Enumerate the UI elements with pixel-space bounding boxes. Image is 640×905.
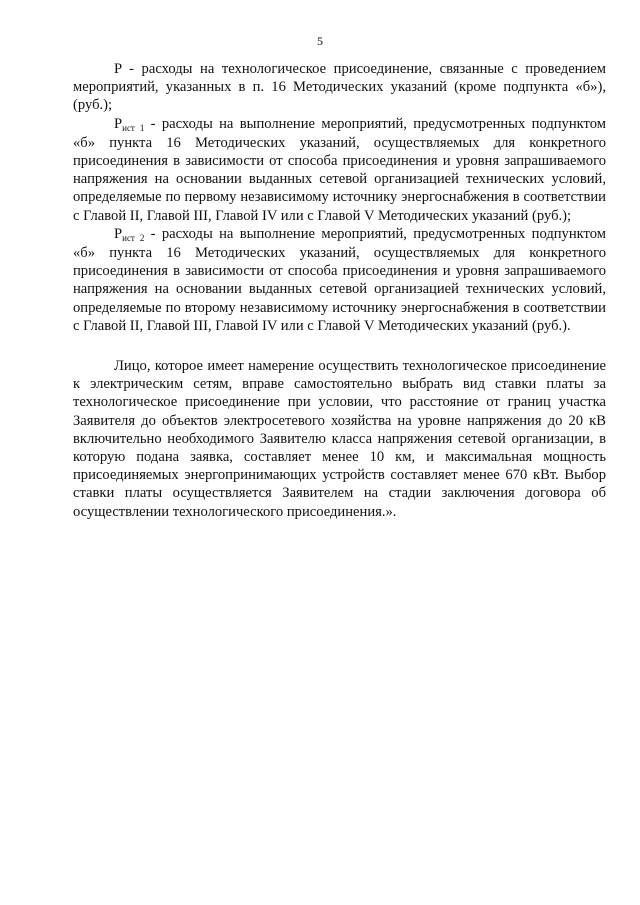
applicant-choice-paragraph: Лицо, которое имеет намерение осуществить технологическое присоединение к электрическим сетям, вправе самостоятельно выбрать вид ставки платы за технологическое присоединение при условии, что расстояние от границ участка Заявителя до объектов электросетевого хозяйства на уровне напряжения до 20 кВ включительно необходимого Заявителю класса напряжения сетевой организации, в которую подана заявка, составляет менее 10 км, и максимальная мощность присоединяемых энергопринимающих устройств составляет менее 670 кВт. Выбор ставки платы осуществляется Заявителем на стадии заключения договора об осуществлении технологического присоединения.». (73, 358, 606, 520)
definition-p: P - расходы на технологическое присоединение, связанные с проведением мероприятий, указанных в п. 16 Методических указаний (кроме подпункта «б»), (руб.); (73, 61, 606, 114)
definition-p-ist-1 (73, 115, 606, 225)
page-number: 5 (317, 34, 323, 48)
symbol-p: P (114, 225, 123, 242)
paragraph-gap (73, 335, 606, 357)
document-body (73, 60, 606, 521)
symbol-p: P (114, 115, 123, 132)
definition-p-ist-2 (73, 225, 606, 335)
subscript-ist-1: ист 1 (122, 122, 145, 133)
definition-text: - расходы на выполнение мероприятий, предусмотренных подпунктом «б» пункта 16 Методических указаний, осуществляемых для конкретного присоединения в зависимости от способа присоединения и уровня запрашиваемого напряжения на основании выданных сетевой организацией технических условий, определяемые по первому независимому источнику энергоснабжения в соответствии с Главой II, Главой III, Главой IV или с Главой V Методических указаний (руб.); (73, 115, 606, 224)
definition-text: - расходы на выполнение мероприятий, предусмотренных подпунктом «б» пункта 16 Методических указаний, осуществляемых для конкретного присоединения в зависимости от способа присоединения и уровня запрашиваемого напряжения на основании выданных сетевой организацией технических условий, определяемые по второму независимому источнику энергоснабжения в соответствии с Главой II, Главой III, Главой IV или с Главой V Методических указаний (руб.). (73, 225, 606, 334)
subscript-ist-2: ист 2 (122, 232, 145, 243)
